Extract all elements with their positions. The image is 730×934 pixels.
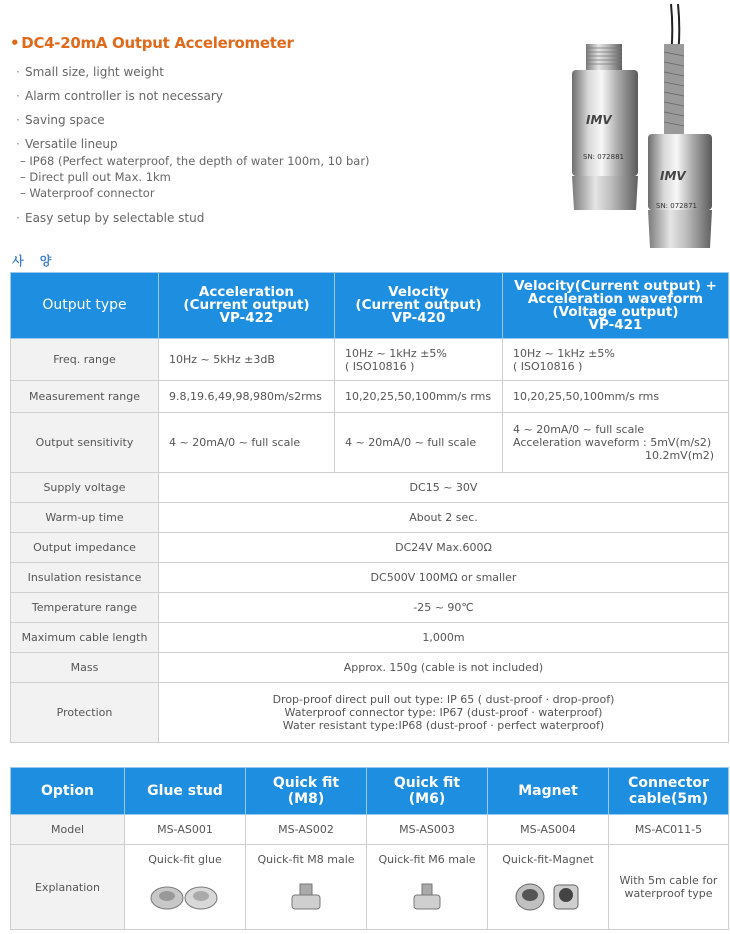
feature-item: [16, 66, 164, 78]
spec-row-label: Mass: [11, 653, 159, 683]
header-line: Velocity(Current output) +: [514, 277, 717, 294]
spec-row: [11, 653, 729, 683]
spec-header-output-type: Output type: [11, 273, 159, 339]
feature-text: Easy setup by selectable stud: [25, 211, 205, 225]
feature-item: [16, 138, 118, 150]
spec-row-label: Freq. range: [11, 339, 159, 381]
header-line: VP-421: [588, 316, 643, 333]
header-line: (M6): [408, 791, 446, 807]
header-line: VP-422: [219, 310, 274, 326]
spec-cell: 1,000m: [159, 623, 729, 653]
options-header-connector-cable: [609, 768, 729, 815]
bullet-dot-icon: •: [10, 34, 20, 52]
model-cell: MS-AS001: [125, 815, 246, 845]
spec-row-label: Output impedance: [11, 533, 159, 563]
spec-row-freq: [11, 339, 729, 381]
explanation-text: Quick-fit-Magnet: [502, 853, 594, 866]
sub-feature-item: – Waterproof connector: [20, 186, 155, 200]
sub-feature-item: – IP68 (Perfect waterproof, the depth of water 100m, 10 bar): [20, 154, 370, 168]
feature-text: Small size, light weight: [25, 65, 164, 79]
magnet-image: [508, 882, 588, 912]
spec-section-label: 사 양: [12, 254, 58, 268]
spec-cell: Approx. 150g (cable is not included): [159, 653, 729, 683]
spec-row-label: Insulation resistance: [11, 563, 159, 593]
header-line: Acceleration: [198, 284, 295, 300]
model-cell: MS-AC011-5: [609, 815, 729, 845]
spec-cell: DC15 ~ 30V: [159, 473, 729, 503]
header-line: Velocity: [388, 284, 449, 300]
accelerometer-product-image: [540, 4, 730, 254]
brand-logo: IMV: [586, 113, 612, 127]
page-title: [10, 34, 294, 52]
feature-item: [16, 90, 223, 102]
explanation-text: With 5m cable for: [619, 874, 718, 887]
brand-logo: IMV: [660, 169, 686, 183]
model-cell: MS-AS004: [488, 815, 609, 845]
feature-item: [16, 114, 105, 126]
explanation-cell: [125, 845, 246, 930]
spec-cell: 4 ~ 20mA/0 ~ full scale: [335, 413, 503, 473]
spec-header-vp422: [159, 273, 335, 339]
cell-line: 10.2mV(m2): [644, 449, 714, 462]
spec-row-label: Warm-up time: [11, 503, 159, 533]
spec-cell: About 2 sec.: [159, 503, 729, 533]
bullet-icon: ·: [16, 65, 20, 79]
spec-cell: [503, 413, 729, 473]
header-line: (Current output): [183, 297, 310, 313]
header-line: Connector: [628, 775, 709, 791]
spec-row-label: Supply voltage: [11, 473, 159, 503]
spec-table: [10, 272, 729, 743]
options-row-label: Model: [11, 815, 125, 845]
header-line: Quick fit: [393, 775, 461, 791]
serial-number-label: SN: 072881: [583, 153, 624, 161]
spec-cell: 10,20,25,50,100mm/s rms: [335, 381, 503, 413]
feature-text: Alarm controller is not necessary: [25, 89, 223, 103]
header-line: Acceleration waveform: [527, 290, 704, 307]
spec-row-protection: [11, 683, 729, 743]
glue-stud-image: [145, 882, 225, 912]
spec-header-vp420: [335, 273, 503, 339]
explanation-cell: [609, 845, 729, 930]
cell-line: Acceleration waveform : 5mV(m/s2): [513, 436, 712, 449]
spec-header-row: [11, 273, 729, 339]
spec-row: [11, 533, 729, 563]
cell-line: 4 ~ 20mA/0 ~ full scale: [513, 423, 645, 436]
spec-cell: [335, 339, 503, 381]
feature-text: Saving space: [25, 113, 105, 127]
options-model-row: [11, 815, 729, 845]
header-line: Quick fit: [272, 775, 340, 791]
spec-cell: -25 ~ 90℃: [159, 593, 729, 623]
cell-line: Drop-proof direct pull out type: IP 65 ( dust-proof · drop-proof): [272, 693, 615, 706]
model-cell: MS-AS003: [367, 815, 488, 845]
cell-line: Water resistant type:IP68 (dust-proof · perfect waterproof): [282, 719, 605, 732]
model-cell: MS-AS002: [246, 815, 367, 845]
spec-cell: [503, 339, 729, 381]
bullet-icon: ·: [16, 211, 20, 225]
spec-row-label: Measurement range: [11, 381, 159, 413]
options-row-label: Explanation: [11, 845, 125, 930]
spec-row-label: Temperature range: [11, 593, 159, 623]
spec-row-label: Protection: [11, 683, 159, 743]
spec-cell: 10,20,25,50,100mm/s rms: [503, 381, 729, 413]
options-header-quick-fit-m8: [246, 768, 367, 815]
sub-feature-item: – Direct pull out Max. 1km: [20, 170, 171, 184]
explanation-text: Quick-fit glue: [148, 853, 222, 866]
spec-row: [11, 563, 729, 593]
spec-cell: DC24V Max.600Ω: [159, 533, 729, 563]
cell-line: 10Hz ~ 1kHz ±5%: [345, 346, 447, 360]
bullet-icon: ·: [16, 113, 20, 127]
header-line: (M8): [287, 791, 325, 807]
spec-cell: [159, 683, 729, 743]
spec-row: [11, 473, 729, 503]
bullet-icon: ·: [16, 89, 20, 103]
options-header-magnet: Magnet: [488, 768, 609, 815]
options-header-quick-fit-m6: [367, 768, 488, 815]
cell-line: 10Hz ~ 1kHz ±5%: [513, 346, 615, 360]
spec-cell: 9.8,19.6,49,98,980m/s2rms: [159, 381, 335, 413]
bullet-icon: ·: [16, 137, 20, 151]
cell-line: Waterproof connector type: IP67 (dust-proof · waterproof): [284, 706, 603, 719]
serial-number-label: SN: 072871: [656, 202, 697, 210]
spec-row: [11, 623, 729, 653]
options-header-row: [11, 768, 729, 815]
title-text: DC4-20mA Output Accelerometer: [21, 34, 294, 52]
spec-cell: 10Hz ~ 5kHz ±3dB: [159, 339, 335, 381]
options-explanation-row: [11, 845, 729, 930]
spec-row-measurement: [11, 381, 729, 413]
m6-stud-image: [407, 882, 447, 912]
feature-text: Versatile lineup: [25, 137, 118, 151]
spec-row: [11, 503, 729, 533]
spec-cell: DC500V 100MΩ or smaller: [159, 563, 729, 593]
cell-line: ( ISO10816 ): [345, 359, 415, 373]
spec-cell: 4 ~ 20mA/0 ~ full scale: [159, 413, 335, 473]
explanation-text: waterproof type: [624, 887, 713, 900]
spec-row-sensitivity: [11, 413, 729, 473]
header-line: (Voltage output): [552, 303, 679, 320]
explanation-cell: [367, 845, 488, 930]
m8-stud-image: [286, 882, 326, 912]
options-header-option: Option: [11, 768, 125, 815]
header-line: (Current output): [355, 297, 482, 313]
spec-row: [11, 593, 729, 623]
feature-item: [16, 212, 204, 224]
options-header-glue-stud: Glue stud: [125, 768, 246, 815]
explanation-cell: [488, 845, 609, 930]
spec-row-label: Output sensitivity: [11, 413, 159, 473]
spec-header-vp421: [503, 273, 729, 339]
explanation-text: Quick-fit M8 male: [257, 853, 355, 866]
header-line: cable(5m): [628, 791, 709, 807]
explanation-text: Quick-fit M6 male: [378, 853, 476, 866]
options-table: [10, 767, 729, 930]
explanation-cell: [246, 845, 367, 930]
header-line: VP-420: [391, 310, 446, 326]
spec-row-label: Maximum cable length: [11, 623, 159, 653]
cell-line: ( ISO10816 ): [513, 359, 583, 373]
